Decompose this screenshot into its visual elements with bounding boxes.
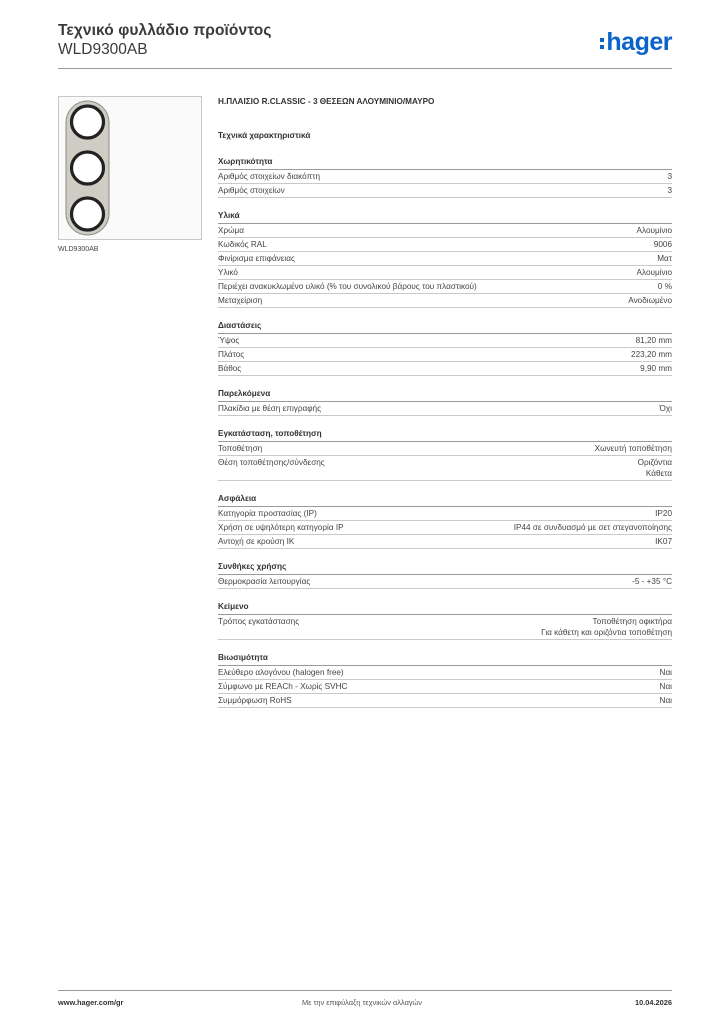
spec-row	[218, 535, 672, 549]
spec-value: Χωνευτή τοποθέτηση	[594, 444, 672, 453]
spec-row	[218, 294, 672, 308]
spec-value: IP20	[655, 509, 672, 518]
document-header	[58, 20, 672, 70]
product-image	[58, 96, 202, 240]
spec-row	[218, 521, 672, 535]
spec-label: Ύψος	[218, 336, 240, 345]
footer-divider	[58, 990, 672, 991]
spec-heading: Τεχνικά χαρακτηριστικά	[218, 131, 311, 140]
header-divider	[58, 68, 672, 69]
footer-date: 10.04.2026	[635, 998, 672, 1007]
spec-section	[218, 428, 672, 481]
spec-label: Θέση τοποθέτησης/σύνδεσης	[218, 458, 325, 467]
spec-content	[218, 96, 672, 708]
spec-row	[218, 184, 672, 198]
spec-label: Πλάτος	[218, 350, 245, 359]
spec-label: Τοποθέτηση	[218, 444, 263, 453]
spec-value: 81,20 mm	[635, 336, 672, 345]
spec-row	[218, 280, 672, 294]
spec-label: Αντοχή σε κρούση IK	[218, 537, 295, 546]
spec-value: 9006	[653, 240, 672, 249]
spec-label: Θερμοκρασία λειτουργίας	[218, 577, 311, 586]
footer-note: Με την επιφύλαξη τεχνικών αλλαγών	[301, 998, 423, 1007]
spec-row	[218, 224, 672, 238]
spec-row	[218, 402, 672, 416]
spec-label: Πλακίδια με θέση επιγραφής	[218, 404, 322, 413]
spec-value: Ναι	[659, 682, 672, 691]
spec-section	[218, 388, 672, 416]
spec-section	[218, 156, 672, 198]
section-title: Υλικά	[218, 210, 672, 224]
spec-value: 0 %	[657, 282, 672, 291]
spec-label: Ελεύθερο αλογόνου (halogen free)	[218, 668, 344, 677]
spec-value: -5 - +35 °C	[632, 577, 672, 586]
spec-section	[218, 561, 672, 589]
spec-row	[218, 238, 672, 252]
logo-text: hager	[606, 27, 672, 56]
spec-value: Τοποθέτηση οφικτήρα Για κάθετη και οριζόντια τοποθέτηση	[541, 617, 672, 637]
section-title: Συνθήκες χρήσης	[218, 561, 672, 575]
spec-row	[218, 442, 672, 456]
spec-sections	[218, 156, 672, 708]
spec-value: 223,20 mm	[631, 350, 672, 359]
spec-label: Χρώμα	[218, 226, 244, 235]
spec-value: IK07	[655, 537, 672, 546]
spec-value: Οριζόντια Κάθετα	[637, 458, 672, 478]
spec-value: 9,90 mm	[640, 364, 672, 373]
footer-website-link[interactable]: www.hager.com/gr	[58, 998, 124, 1007]
spec-label: Σύμφωνο με REACh - Χωρίς SVHC	[218, 682, 348, 691]
spec-section	[218, 493, 672, 549]
spec-label: Τρόπος εγκατάστασης	[218, 617, 300, 626]
section-title: Κείμενο	[218, 601, 672, 615]
spec-section	[218, 320, 672, 376]
spec-label: Φινίρισμα επιφάνειας	[218, 254, 295, 263]
hager-logo[interactable]	[600, 28, 672, 56]
spec-row	[218, 575, 672, 589]
spec-label: Χρήση σε υψηλότερη κατηγορία IP	[218, 523, 344, 532]
spec-label: Αριθμός στοιχείων	[218, 186, 285, 195]
spec-value: Αλουμίνιο	[636, 268, 672, 277]
section-title: Χωρητικότητα	[218, 156, 672, 170]
spec-label: Κατηγορία προστασίας (IP)	[218, 509, 317, 518]
spec-section	[218, 210, 672, 308]
spec-section	[218, 601, 672, 640]
section-title: Ασφάλεια	[218, 493, 672, 507]
image-caption: WLD9300AB	[58, 246, 99, 253]
spec-label: Μεταχείριση	[218, 296, 263, 305]
spec-label: Συμμόρφωση RoHS	[218, 696, 292, 705]
spec-row	[218, 694, 672, 708]
spec-row	[218, 615, 672, 640]
spec-value: Όχι	[659, 404, 672, 413]
spec-value: Ματ	[657, 254, 672, 263]
section-title: Παρελκόμενα	[218, 388, 672, 402]
spec-label: Βάθος	[218, 364, 242, 373]
spec-value: Ανοδιωμένο	[628, 296, 672, 305]
spec-value: IP44 σε συνδυασμό με σετ στεγανοποίησης	[513, 523, 672, 532]
spec-label: Περιέχει ανακυκλωμένο υλικό (% του συνολικού βάρους του πλαστικού)	[218, 282, 477, 291]
spec-value: Ναι	[659, 696, 672, 705]
spec-row	[218, 507, 672, 521]
logo-mark-icon	[600, 38, 604, 49]
spec-section	[218, 652, 672, 708]
spec-row	[218, 680, 672, 694]
product-name: Η.ΠΛΑΙΣΙΟ R.CLASSIC - 3 ΘΕΣΕΩΝ ΑΛΟΥΜΙΝΙΟ/ΜΑΥΡΟ	[218, 97, 435, 106]
document-title: Τεχνικό φυλλάδιο προϊόντος	[58, 22, 272, 39]
spec-row	[218, 348, 672, 362]
section-title: Εγκατάσταση, τοποθέτηση	[218, 428, 672, 442]
section-title: Διαστάσεις	[218, 320, 672, 334]
spec-row	[218, 456, 672, 481]
section-title: Βιωσιμότητα	[218, 652, 672, 666]
spec-row	[218, 362, 672, 376]
spec-label: Κωδικός RAL	[218, 240, 267, 249]
spec-label: Υλικό	[218, 268, 238, 277]
spec-row	[218, 334, 672, 348]
spec-value: Ναι	[659, 668, 672, 677]
product-code: WLD9300AB	[58, 41, 148, 58]
spec-value: Αλουμίνιο	[636, 226, 672, 235]
spec-row	[218, 170, 672, 184]
wall-plate-frame-icon	[59, 97, 201, 239]
spec-label: Αριθμός στοιχείων διακόπτη	[218, 172, 321, 181]
spec-value: 3	[667, 186, 672, 195]
spec-row	[218, 252, 672, 266]
spec-row	[218, 266, 672, 280]
spec-value: 3	[667, 172, 672, 181]
spec-row	[218, 666, 672, 680]
